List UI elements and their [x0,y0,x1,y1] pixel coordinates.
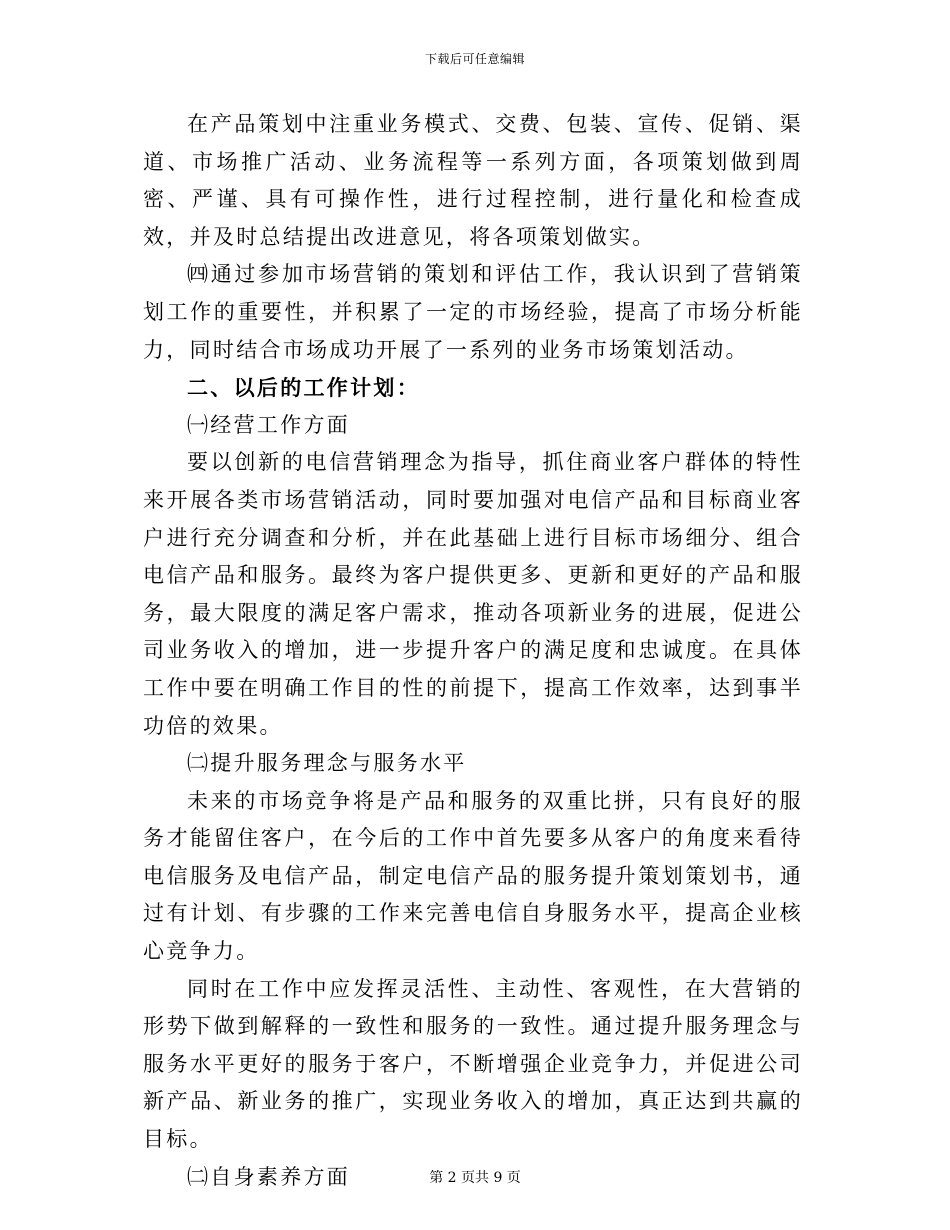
paragraph-service-1: 未来的市场竞争将是产品和服务的双重比拼，只有良好的服务才能留住客户，在今后的工作中首先要多从客户的角度来看待电信服务及电信产品，制定电信产品的服务提升策划策划书，通过有计划、有步骤的工作来完善电信自身服务水平，提高企业核心竞争力。 [143,788,803,964]
page-footer: 第 2 页共 9 页 [429,1170,521,1186]
subheading-operations: ㈠经营工作方面 [187,412,351,437]
subheading-self-quality: ㈡自身素养方面 [187,1164,351,1189]
page-header: 下载后可任意编辑 [424,52,525,66]
document-body [143,106,803,1196]
subheading-service: ㈡提升服务理念与服务水平 [187,751,467,776]
section-heading-future-plan: 二、以后的工作计划： [187,375,420,401]
paragraph-service-2: 同时在工作中应发挥灵活性、主动性、客观性，在大营销的形势下做到解释的一致性和服务的一致性。通过提升服务理念与服务水平更好的服务于客户，不断增强企业竞争力，并促进公司新产品、新业务的推广，实现业务收入的增加，真正达到共赢的目标。 [143,976,803,1152]
paragraph-product-planning: 在产品策划中注重业务模式、交费、包装、宣传、促销、渠道、市场推广活动、业务流程等一系列方面，各项策划做到周密、严谨、具有可操作性，进行过程控制，进行量化和检查成效，并及时总结提出改进意见，将各项策划做实。 [143,112,803,249]
paragraph-marketing-planning: ㈣通过参加市场营销的策划和评估工作，我认识到了营销策划工作的重要性，并积累了一定的市场经验，提高了市场分析能力，同时结合市场成功开展了一系列的业务市场策划活动。 [143,262,803,362]
paragraph-operations: 要以创新的电信营销理念为指导，抓住商业客户群体的特性来开展各类市场营销活动，同时要加强对电信产品和目标商业客户进行充分调查和分析，并在此基础上进行目标市场细分、组合电信产品和服务。最终为客户提供更多、更新和更好的产品和服务，最大限度的满足客户需求，推动各项新业务的进展，促进公司业务收入的增加，进一步提升客户的满足度和忠诚度。在具体工作中要在明确工作目的性的前提下，提高工作效率，达到事半功倍的效果。 [143,450,803,738]
